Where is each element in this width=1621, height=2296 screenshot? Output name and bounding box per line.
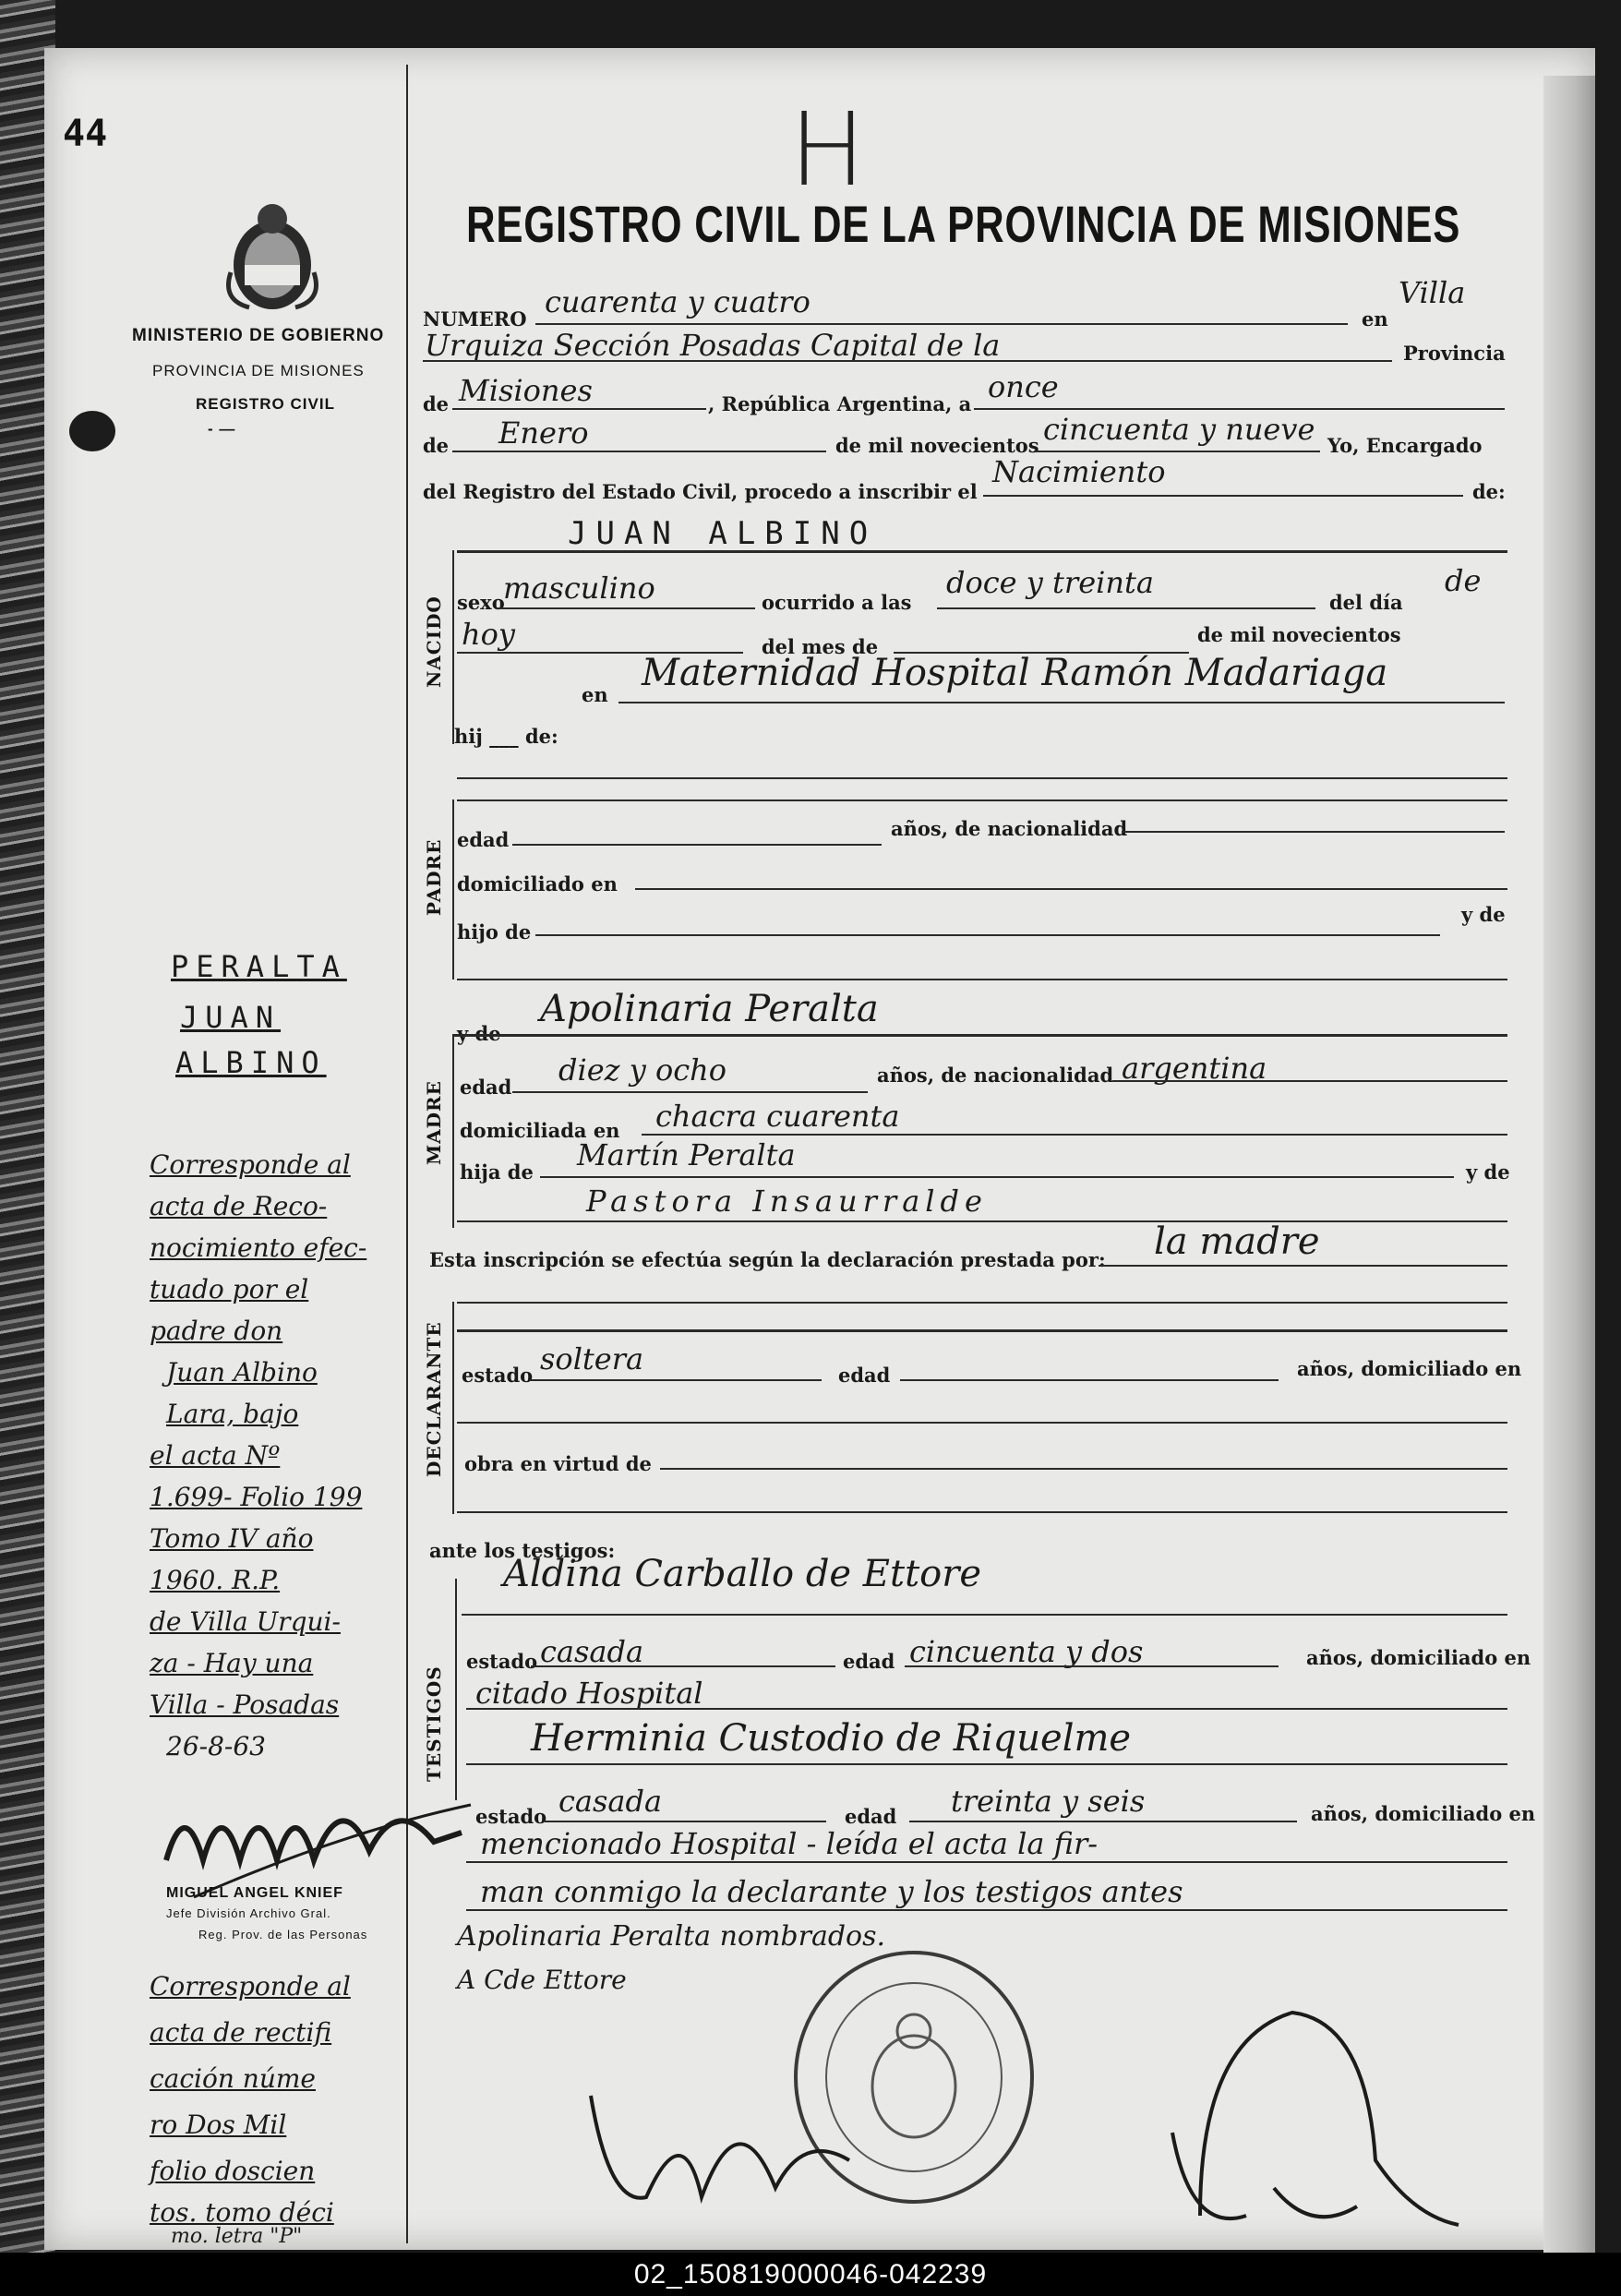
margin-apellido: PERALTA (171, 949, 347, 984)
margin-note-5: padre don (150, 1316, 283, 1346)
label-del-mes: del mes de (762, 635, 879, 658)
hw-madre-nac: argentina (1122, 1051, 1267, 1086)
hw-dia: de (1445, 563, 1482, 598)
label-inscripcion: Esta inscripción se efectúa según la declaración prestada por: (429, 1248, 1106, 1271)
line-testigo2 (466, 1763, 1507, 1765)
margin-note-8: el acta Nº (150, 1440, 281, 1471)
hw-anio: cincuenta y nueve (1043, 412, 1315, 447)
line-cierre1 (466, 1861, 1507, 1863)
ministry-line4: - — (208, 420, 236, 438)
margin-rect-7: mo. letra "P" (171, 2225, 303, 2248)
madre-top-rule (452, 1034, 1507, 1037)
hw-hora: doce y treinta (946, 565, 1154, 600)
margin-note-3: nocimiento efec- (150, 1232, 367, 1263)
ministry-line1: MINISTERIO DE GOBIERNO (132, 326, 385, 345)
line-padre-dom (635, 888, 1507, 890)
hw-en: Villa (1399, 275, 1466, 310)
hw-t2-edad: treinta y seis (951, 1784, 1146, 1819)
nacido-bracket (452, 550, 454, 744)
side-testigos: TESTIGOS (423, 1665, 445, 1782)
hw-urquiza: Urquiza Sección Posadas Capital de la (425, 328, 1001, 363)
margin-rect-2: acta de rectifi (150, 2017, 332, 2048)
side-padre: PADRE (423, 838, 445, 916)
hw-acto: Nacimiento (992, 454, 1166, 489)
line-mes (452, 451, 826, 452)
page-number: 44 (63, 113, 108, 155)
label-edad4: edad (843, 1650, 895, 1673)
line-misiones (452, 408, 706, 410)
side-nacido: NACIDO (423, 595, 445, 688)
label-yo: Yo, Encargado (1327, 434, 1483, 457)
ministry-line3: REGISTRO CIVIL (196, 395, 335, 413)
line-a (974, 408, 1505, 410)
madre-bracket (452, 1034, 454, 1228)
hw-declarante: la madre (1154, 1220, 1320, 1263)
hw-cierre2: man conmigo la declarante y los testigos antes (480, 1874, 1183, 1909)
ministry-line2: PROVINCIA DE MISIONES (152, 362, 365, 379)
margin-stamp-3: Reg. Prov. de las Personas (198, 1928, 368, 1941)
hw-numero: cuarenta y cuatro (545, 284, 810, 319)
hw-madre-madre: Pastora Insaurralde (586, 1184, 988, 1219)
label-en2: en (582, 683, 608, 706)
label-de-mil-nov: de mil novecientos (1197, 623, 1401, 646)
margin-note-7: Lara, bajo (166, 1399, 299, 1429)
margin-rect-1: Corresponde al (150, 1971, 351, 2001)
hw-estado-decl: soltera (540, 1341, 644, 1376)
label-mil: de mil novecientos (835, 434, 1039, 457)
line-urquiza (423, 360, 1392, 362)
label-hija-de: hija de (460, 1160, 534, 1184)
line-hijo-de (535, 934, 1440, 936)
label-anos-dom3: años, domiciliado en (1311, 1802, 1536, 1825)
line-madre-nac (1112, 1080, 1507, 1082)
line-padre-nac (1122, 831, 1505, 833)
hw-testigo1: Aldina Carballo de Ettore (503, 1553, 982, 1595)
label-anos-dom2: años, domiciliado en (1306, 1646, 1531, 1669)
line-hora (937, 607, 1315, 609)
side-declarante: DECLARANTE (423, 1321, 445, 1477)
margin-note-11: 1960. R.P. (150, 1565, 281, 1595)
label-provincia: Provincia (1403, 342, 1506, 365)
line-madre-dom (642, 1134, 1507, 1136)
hw-t2-estado: casada (558, 1784, 663, 1819)
label-domiciliado: domiciliado en (457, 872, 618, 896)
hw-madre-edad: diez y ocho (558, 1052, 726, 1088)
hw-madre-dom: chacra cuarenta (655, 1099, 900, 1134)
hw-testigo2: Herminia Custodio de Riquelme (531, 1717, 1132, 1760)
hw-lugar: Maternidad Hospital Ramón Madariaga (642, 652, 1388, 694)
label-edad2: edad (460, 1076, 512, 1099)
line-t1-edad (905, 1665, 1279, 1667)
hw-mes: Enero (498, 415, 589, 451)
label-anos-nac2: años, de nacionalidad (877, 1064, 1114, 1087)
margin-note-6: Juan Albino (166, 1357, 318, 1388)
signature-1 (572, 2059, 868, 2225)
line-acto (983, 495, 1463, 497)
label-de2: de (423, 434, 450, 457)
decl-bracket (452, 1302, 454, 1514)
label-de: de (423, 392, 450, 415)
label-hij-de: hij ___ de: (454, 725, 558, 748)
label-anos-dom: años, domiciliado en (1297, 1357, 1522, 1380)
margin-rect-6: tos. tomo déci (150, 2197, 334, 2228)
label-del-registro: del Registro del Estado Civil, procedo a inscribir el (423, 480, 978, 503)
label-sexo: sexo (457, 591, 505, 614)
page-edge (1543, 76, 1595, 2273)
label-edad3: edad (838, 1364, 891, 1387)
margin-rect-5: folio doscien (150, 2156, 316, 2186)
margin-note-4: tuado por el (150, 1274, 309, 1304)
line-lugar (618, 702, 1505, 703)
line-anio (1034, 451, 1320, 452)
footer-filename: 02_150819000046-042239 (0, 2253, 1621, 2296)
hw-t1-edad: cincuenta y dos (909, 1634, 1144, 1669)
label-edad: edad (457, 828, 510, 851)
testigos-bracket (455, 1579, 457, 1800)
label-ante: ante los testigos: (429, 1539, 616, 1562)
margin-note-14: Villa - Posadas (150, 1689, 340, 1720)
margin-rect-4: ro Dos Mil (150, 2110, 287, 2140)
line-t1-dom (466, 1708, 1507, 1710)
margin-note-9: 1.699- Folio 199 (150, 1482, 363, 1512)
margin-note-1: Corresponde al (150, 1149, 351, 1180)
line-t1-estado (531, 1665, 835, 1667)
label-numero: NUMERO (423, 307, 527, 331)
line-t2-edad (909, 1821, 1297, 1822)
margin-nombre2: ALBINO (175, 1045, 327, 1080)
hw-misiones: Misiones (459, 373, 593, 408)
padre-line1 (457, 777, 1507, 779)
line-padre-edad (512, 844, 882, 846)
label-en: en (1362, 307, 1388, 331)
margin-note-12: de Villa Urqui- (150, 1606, 341, 1637)
label-y-de: y de (1461, 903, 1506, 926)
padre-bracket (452, 799, 454, 980)
line-declarante (1099, 1265, 1507, 1267)
hw-hoy: hoy (462, 617, 515, 652)
page-title: REGISTRO CIVIL DE LA PROVINCIA DE MISIONES (466, 195, 1461, 253)
line-madre-edad (512, 1091, 868, 1093)
label-obra: obra en virtud de (464, 1452, 652, 1475)
ink-blot (69, 411, 115, 451)
line-obra (660, 1468, 1507, 1470)
margin-note-2: acta de Reco- (150, 1191, 328, 1221)
decl-top-rule (457, 1329, 1507, 1332)
hw-a: once (988, 369, 1059, 404)
main-divider (406, 65, 408, 2243)
label-domiciliada: domiciliada en (460, 1119, 620, 1142)
hw-madre-nombre: Apolinaria Peralta (540, 988, 879, 1030)
label-edad5: edad (845, 1805, 897, 1828)
line-cierre2 (466, 1909, 1507, 1911)
signature-2 (1145, 2003, 1495, 2243)
margin-note-10: Tomo IV año (150, 1523, 314, 1554)
margin-stamp-2: Jefe División Archivo Gral. (166, 1906, 331, 1920)
hw-cierre3: Apolinaria Peralta nombrados. (457, 1920, 886, 1953)
label-estado3: estado (475, 1805, 547, 1828)
label-estado: estado (462, 1364, 534, 1387)
hw-sexo: masculino (503, 571, 655, 606)
label-y-de3: y de (1466, 1160, 1510, 1184)
margin-stamp-1: MIGUEL ANGEL KNIEF (166, 1885, 343, 1901)
label-hijo-de: hijo de (457, 920, 532, 944)
line-estado-decl (531, 1379, 822, 1381)
line-t2-estado (545, 1821, 826, 1822)
margin-nombre1: JUAN (180, 1000, 282, 1035)
margin-note-13: za - Hay una (150, 1648, 314, 1678)
label-republica: , República Argentina, a (708, 392, 972, 415)
label-de-colon: de: (1472, 480, 1506, 503)
hw-t1-estado: casada (540, 1634, 644, 1669)
line-numero (535, 323, 1348, 325)
padre-top-rule (457, 799, 1507, 801)
hw-t1-dom: citado Hospital (475, 1676, 703, 1711)
hw-cierre1: mencionado Hospital - leída el acta la fir- (480, 1826, 1099, 1861)
label-anos-nac: años, de nacionalidad (891, 817, 1128, 840)
line-madre-padre (540, 1176, 1454, 1178)
decl-line1 (457, 1302, 1507, 1304)
decl-line2 (457, 1422, 1507, 1424)
hw-cierre4: A Cde Ettore (457, 1965, 627, 1995)
madre-bottom-rule (457, 1220, 1507, 1222)
label-del-dia: del día (1329, 591, 1403, 614)
line-edad-decl (900, 1379, 1279, 1381)
padre-bottom-rule (457, 979, 1507, 980)
margin-rect-3: cación núme (150, 2063, 316, 2094)
label-y-de2: y de (457, 1022, 501, 1045)
label-estado2: estado (466, 1650, 538, 1673)
decl-bottom-rule (457, 1511, 1507, 1513)
line-sexo (497, 607, 755, 609)
label-ocurrido: ocurrido a las (762, 591, 912, 614)
hw-nombre: JUAN ALBINO (568, 515, 878, 552)
margin-note-15: 26-8-63 (166, 1731, 266, 1761)
line-testigo1 (462, 1614, 1507, 1616)
header-mark: H (789, 90, 866, 209)
hw-madre-padre: Martín Peralta (577, 1137, 796, 1172)
side-madre: MADRE (423, 1080, 445, 1165)
coat-of-arms-icon (222, 198, 323, 319)
